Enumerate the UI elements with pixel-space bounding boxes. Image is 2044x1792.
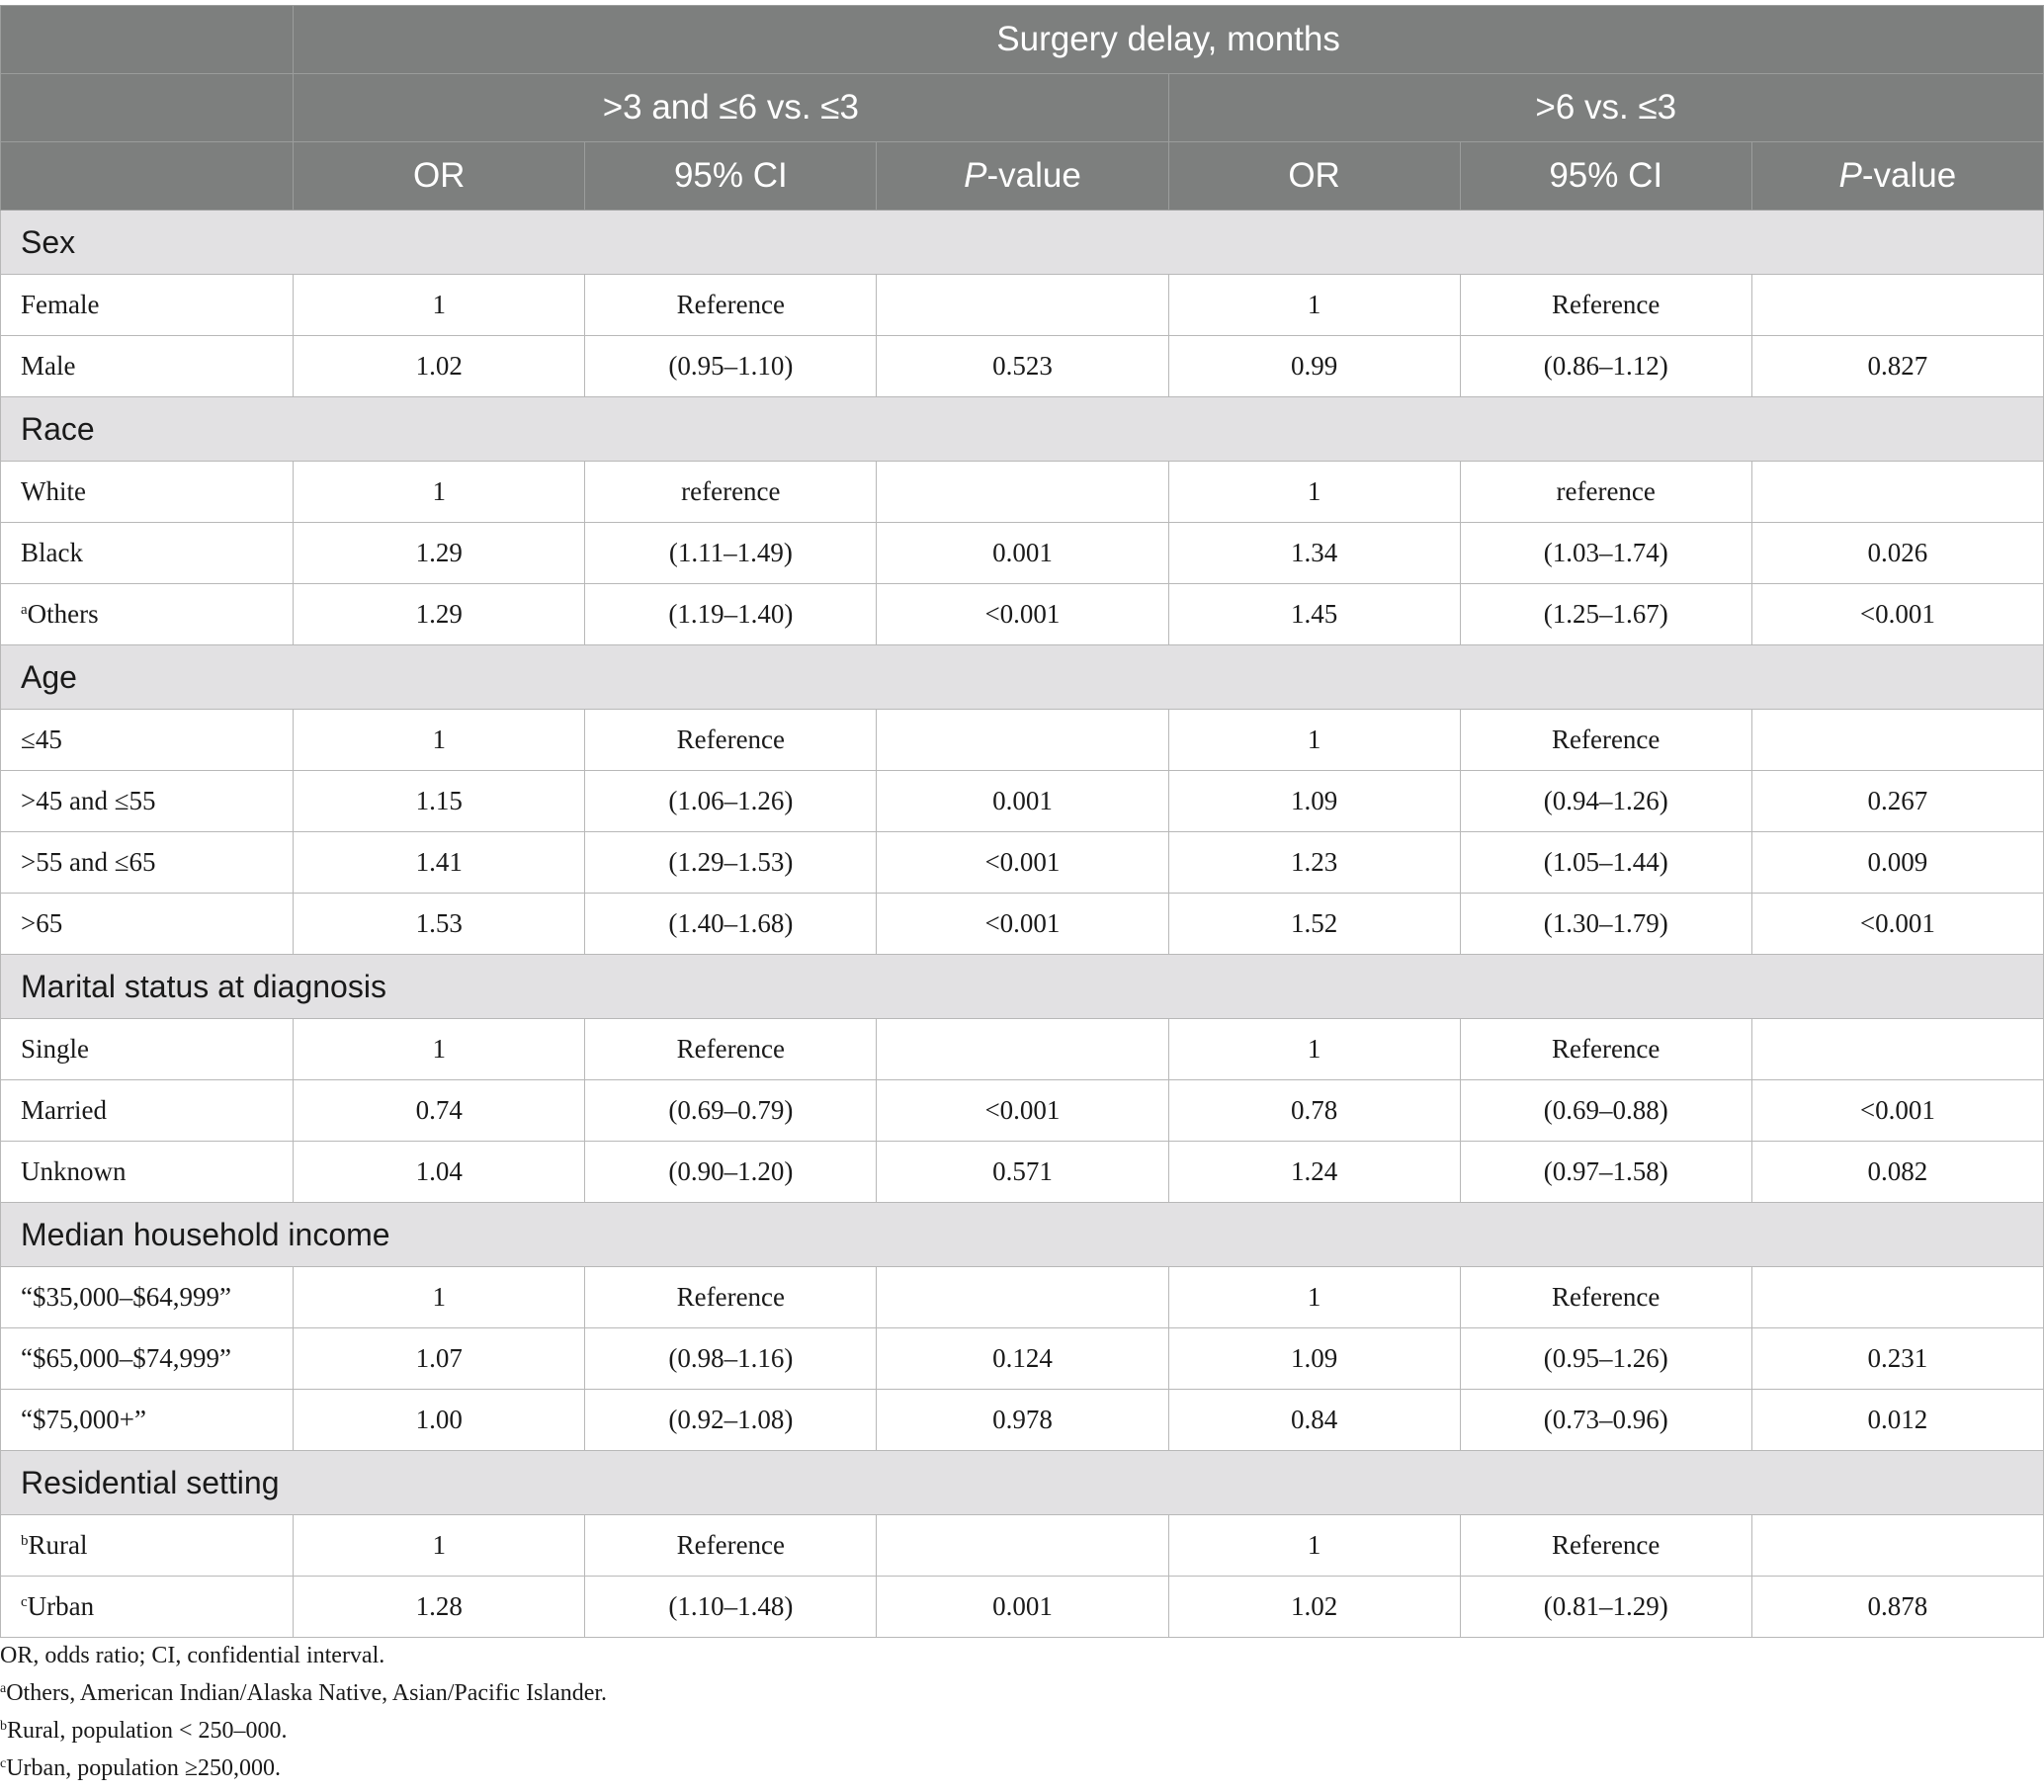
cell-or-2: 0.99 — [1168, 336, 1460, 397]
row-label — [1, 832, 294, 894]
cell-p-value-1 — [877, 1019, 1168, 1080]
table-row — [1, 1019, 2044, 1080]
row-label-text: ≤45 — [21, 725, 62, 754]
cell-p-value-2 — [1751, 1267, 2043, 1328]
cell-ci-2: Reference — [1460, 710, 1751, 771]
p-rest: -value — [1861, 156, 1957, 195]
cell-ci-2: (0.95–1.26) — [1460, 1328, 1751, 1390]
table-row — [1, 1267, 2044, 1328]
cell-p-value-1 — [877, 1267, 1168, 1328]
p-rest: -value — [986, 156, 1081, 195]
section-row — [1, 397, 2044, 462]
cell-ci-1: Reference — [585, 710, 877, 771]
row-label — [1, 523, 294, 584]
cell-ci-2: (0.86–1.12) — [1460, 336, 1751, 397]
cell-ci-1: (0.69–0.79) — [585, 1080, 877, 1142]
cell-ci-1: (0.98–1.16) — [585, 1328, 877, 1390]
row-label — [1, 771, 294, 832]
cell-ci-2: reference — [1460, 462, 1751, 523]
cell-p-value-2 — [1751, 1019, 2043, 1080]
cell-p-value-1: <0.001 — [877, 584, 1168, 645]
cell-p-value-2: 0.009 — [1751, 832, 2043, 894]
row-label — [1, 1515, 294, 1577]
table-row — [1, 1142, 2044, 1203]
footnote — [0, 1637, 2044, 1674]
cell-or-1: 1.28 — [294, 1577, 585, 1638]
cell-p-value-2: <0.001 — [1751, 584, 2043, 645]
row-label — [1, 1328, 294, 1390]
cell-or-2: 0.78 — [1168, 1080, 1460, 1142]
table-row — [1, 462, 2044, 523]
cell-p-value-2: 0.082 — [1751, 1142, 2043, 1203]
cell-or-1: 1.02 — [294, 336, 585, 397]
section-title: Age — [1, 645, 2044, 710]
footnote-marker: b — [21, 1533, 29, 1549]
cell-ci-1: reference — [585, 462, 877, 523]
cell-p-value-2 — [1751, 710, 2043, 771]
row-label-text: White — [21, 476, 86, 506]
header-ci-2: 95% CI — [1460, 142, 1751, 211]
cell-ci-1: Reference — [585, 1515, 877, 1577]
cell-p-value-1: 0.571 — [877, 1142, 1168, 1203]
cell-p-value-1 — [877, 462, 1168, 523]
cell-or-2: 1.09 — [1168, 771, 1460, 832]
footnote — [0, 1749, 2044, 1787]
cell-p-value-1: 0.978 — [877, 1390, 1168, 1451]
section-title: Median household income — [1, 1203, 2044, 1267]
cell-or-2: 1 — [1168, 1267, 1460, 1328]
row-label-text: Male — [21, 351, 76, 381]
cell-p-value-1: <0.001 — [877, 894, 1168, 955]
header-group-1: >3 and ≤6 vs. ≤3 — [294, 74, 1168, 142]
table-row — [1, 1390, 2044, 1451]
row-label — [1, 1080, 294, 1142]
row-label — [1, 1390, 294, 1451]
cell-ci-2: (0.69–0.88) — [1460, 1080, 1751, 1142]
cell-ci-1: (0.95–1.10) — [585, 336, 877, 397]
header-row-title — [1, 6, 2044, 74]
cell-or-2: 1 — [1168, 462, 1460, 523]
cell-ci-1: (1.19–1.40) — [585, 584, 877, 645]
cell-or-2: 1 — [1168, 275, 1460, 336]
cell-ci-2: Reference — [1460, 1267, 1751, 1328]
cell-p-value-1 — [877, 710, 1168, 771]
section-title: Race — [1, 397, 2044, 462]
row-label — [1, 710, 294, 771]
cell-ci-1: (1.29–1.53) — [585, 832, 877, 894]
cell-p-value-2: <0.001 — [1751, 894, 2043, 955]
odds-ratio-table — [0, 5, 2044, 1638]
row-label — [1, 894, 294, 955]
cell-or-2: 1.02 — [1168, 1577, 1460, 1638]
section-title: Marital status at diagnosis — [1, 955, 2044, 1019]
cell-ci-1: (0.92–1.08) — [585, 1390, 877, 1451]
table-footnotes — [0, 1637, 2044, 1787]
cell-p-value-1: <0.001 — [877, 1080, 1168, 1142]
row-label-text: Single — [21, 1034, 90, 1064]
header-corner-cell — [1, 142, 294, 211]
section-title: Sex — [1, 211, 2044, 275]
cell-ci-1: (1.40–1.68) — [585, 894, 877, 955]
cell-or-2: 1 — [1168, 1515, 1460, 1577]
cell-ci-2: (0.94–1.26) — [1460, 771, 1751, 832]
cell-or-2: 1 — [1168, 1019, 1460, 1080]
footnote-marker: b — [0, 1719, 7, 1734]
cell-or-2: 1.34 — [1168, 523, 1460, 584]
row-label-text: “$65,000–$74,999” — [21, 1343, 231, 1373]
cell-or-1: 1.53 — [294, 894, 585, 955]
header-title: Surgery delay, months — [294, 6, 2044, 74]
section-row — [1, 1203, 2044, 1267]
table-row — [1, 336, 2044, 397]
header-ci-1: 95% CI — [585, 142, 877, 211]
table-row — [1, 1577, 2044, 1638]
row-label — [1, 1577, 294, 1638]
cell-ci-1: (0.90–1.20) — [585, 1142, 877, 1203]
table-row — [1, 894, 2044, 955]
header-corner-cell — [1, 6, 294, 74]
cell-or-1: 1 — [294, 275, 585, 336]
cell-p-value-1: 0.001 — [877, 523, 1168, 584]
cell-p-value-1 — [877, 1515, 1168, 1577]
cell-or-1: 1 — [294, 1515, 585, 1577]
footnote-text: Others, American Indian/Alaska Native, Asian/Pacific Islander. — [6, 1680, 608, 1706]
cell-or-1: 1 — [294, 462, 585, 523]
table-body — [1, 211, 2044, 1638]
row-label-text: Urban — [27, 1591, 95, 1621]
row-label — [1, 275, 294, 336]
cell-or-1: 1.41 — [294, 832, 585, 894]
cell-or-2: 1 — [1168, 710, 1460, 771]
row-label — [1, 1019, 294, 1080]
table-row — [1, 1515, 2044, 1577]
cell-ci-2: (0.81–1.29) — [1460, 1577, 1751, 1638]
cell-p-value-1: 0.523 — [877, 336, 1168, 397]
row-label-text: “$35,000–$64,999” — [21, 1282, 231, 1312]
row-label-text: >55 and ≤65 — [21, 847, 156, 877]
cell-or-1: 1.29 — [294, 523, 585, 584]
table-row — [1, 710, 2044, 771]
cell-or-2: 1.24 — [1168, 1142, 1460, 1203]
cell-ci-1: Reference — [585, 1267, 877, 1328]
cell-p-value-2: <0.001 — [1751, 1080, 2043, 1142]
cell-or-1: 1 — [294, 1267, 585, 1328]
section-row — [1, 955, 2044, 1019]
cell-p-value-1: 0.001 — [877, 1577, 1168, 1638]
cell-ci-2: (1.25–1.67) — [1460, 584, 1751, 645]
cell-or-1: 1.04 — [294, 1142, 585, 1203]
cell-ci-1: (1.10–1.48) — [585, 1577, 877, 1638]
cell-or-1: 1.07 — [294, 1328, 585, 1390]
header-row-columns — [1, 142, 2044, 211]
cell-ci-2: (0.97–1.58) — [1460, 1142, 1751, 1203]
footnote-marker: c — [21, 1594, 28, 1610]
cell-p-value-2 — [1751, 462, 2043, 523]
cell-or-2: 1.52 — [1168, 894, 1460, 955]
table-row — [1, 1080, 2044, 1142]
cell-p-value-2: 0.231 — [1751, 1328, 2043, 1390]
cell-or-1: 1.00 — [294, 1390, 585, 1451]
p-italic: P — [1838, 156, 1862, 195]
header-p-value-1 — [877, 142, 1168, 211]
cell-ci-2: Reference — [1460, 1019, 1751, 1080]
row-label-text: Others — [27, 599, 99, 629]
cell-or-1: 1 — [294, 710, 585, 771]
cell-or-2: 1.09 — [1168, 1328, 1460, 1390]
footnote-text: Urban, population ≥250,000. — [6, 1755, 282, 1781]
table-row — [1, 832, 2044, 894]
results-table-wrapper — [0, 5, 2044, 1638]
cell-ci-2: Reference — [1460, 1515, 1751, 1577]
cell-p-value-1: <0.001 — [877, 832, 1168, 894]
cell-or-1: 1.15 — [294, 771, 585, 832]
row-label-text: Black — [21, 538, 83, 567]
cell-ci-1: (1.11–1.49) — [585, 523, 877, 584]
cell-or-2: 1.23 — [1168, 832, 1460, 894]
cell-p-value-2 — [1751, 1515, 2043, 1577]
cell-ci-1: Reference — [585, 1019, 877, 1080]
cell-p-value-2: 0.267 — [1751, 771, 2043, 832]
footnote-text: Rural, population < 250–000. — [7, 1718, 288, 1744]
footnote-marker: a — [21, 602, 28, 618]
cell-ci-2: Reference — [1460, 275, 1751, 336]
cell-p-value-2: 0.827 — [1751, 336, 2043, 397]
header-group-2: >6 vs. ≤3 — [1168, 74, 2043, 142]
row-label — [1, 462, 294, 523]
cell-or-1: 1 — [294, 1019, 585, 1080]
table-header — [1, 6, 2044, 211]
row-label — [1, 1142, 294, 1203]
cell-ci-1: Reference — [585, 275, 877, 336]
header-corner-cell — [1, 74, 294, 142]
row-label — [1, 1267, 294, 1328]
header-p-value-2 — [1751, 142, 2043, 211]
cell-ci-2: (1.03–1.74) — [1460, 523, 1751, 584]
table-row — [1, 1328, 2044, 1390]
row-label-text: >65 — [21, 908, 63, 938]
table-row — [1, 584, 2044, 645]
row-label-text: Unknown — [21, 1156, 127, 1186]
cell-or-2: 1.45 — [1168, 584, 1460, 645]
cell-ci-2: (0.73–0.96) — [1460, 1390, 1751, 1451]
cell-p-value-2: 0.026 — [1751, 523, 2043, 584]
table-row — [1, 523, 2044, 584]
table-row — [1, 771, 2044, 832]
cell-ci-1: (1.06–1.26) — [585, 771, 877, 832]
cell-p-value-1: 0.124 — [877, 1328, 1168, 1390]
cell-p-value-2: 0.878 — [1751, 1577, 2043, 1638]
p-italic: P — [964, 156, 987, 195]
row-label-text: Female — [21, 290, 100, 319]
footnote-marker: c — [0, 1756, 7, 1771]
footnote — [0, 1712, 2044, 1749]
cell-or-1: 1.29 — [294, 584, 585, 645]
cell-ci-2: (1.30–1.79) — [1460, 894, 1751, 955]
footnote — [0, 1674, 2044, 1712]
row-label — [1, 584, 294, 645]
footnote-text: OR, odds ratio; CI, confidential interval. — [0, 1643, 385, 1668]
cell-ci-2: (1.05–1.44) — [1460, 832, 1751, 894]
cell-p-value-1 — [877, 275, 1168, 336]
header-or-2: OR — [1168, 142, 1460, 211]
section-row — [1, 211, 2044, 275]
row-label-text: “$75,000+” — [21, 1405, 146, 1434]
header-row-groups — [1, 74, 2044, 142]
cell-or-2: 0.84 — [1168, 1390, 1460, 1451]
row-label-text: >45 and ≤55 — [21, 786, 156, 815]
cell-p-value-2 — [1751, 275, 2043, 336]
cell-p-value-2: 0.012 — [1751, 1390, 2043, 1451]
section-row — [1, 645, 2044, 710]
row-label — [1, 336, 294, 397]
cell-or-1: 0.74 — [294, 1080, 585, 1142]
section-row — [1, 1451, 2044, 1515]
cell-p-value-1: 0.001 — [877, 771, 1168, 832]
section-title: Residential setting — [1, 1451, 2044, 1515]
row-label-text: Married — [21, 1095, 107, 1125]
row-label-text: Rural — [28, 1530, 88, 1560]
header-or-1: OR — [294, 142, 585, 211]
footnote-marker: a — [0, 1681, 7, 1696]
table-row — [1, 275, 2044, 336]
